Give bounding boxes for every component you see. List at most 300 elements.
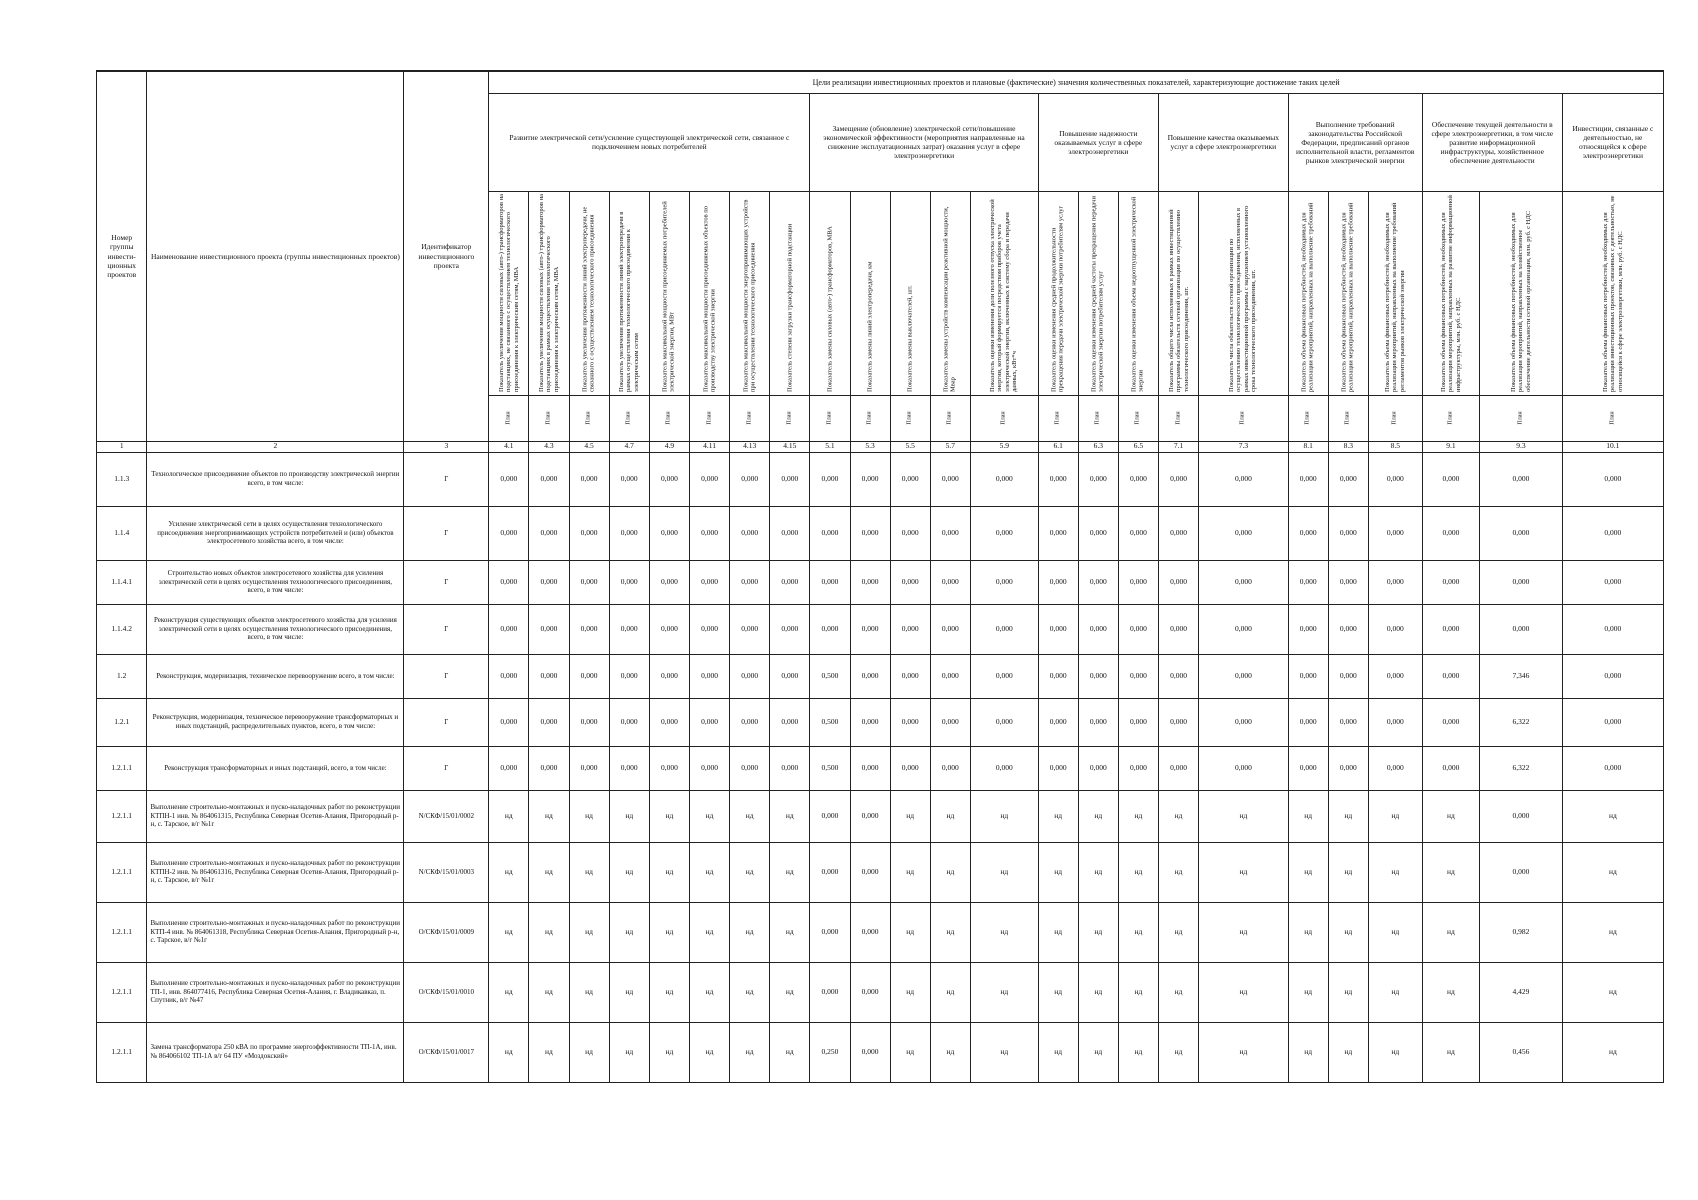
row-value: 0,000: [730, 746, 770, 790]
row-value: 0,000: [1159, 698, 1199, 746]
row-value: 0,000: [1288, 452, 1328, 506]
row-value: 0,000: [609, 698, 649, 746]
row-value: 0,000: [1562, 560, 1663, 604]
row-value: 0,982: [1480, 902, 1563, 962]
plan-label: План: [665, 411, 672, 425]
column-number: 7.1: [1159, 441, 1199, 452]
indicator-label: Показатель увеличения протяженности линий электропередачи, не связанного с осуществлением технологического присоединения: [581, 206, 597, 392]
row-value: нд: [1422, 902, 1479, 962]
row-value: 0,000: [1199, 560, 1288, 604]
plan-label-cell: [609, 395, 649, 441]
row-value: 0,000: [1159, 604, 1199, 654]
indicator-label: Показатель замены линий электропередачи, км: [866, 261, 874, 392]
row-value: 0,000: [649, 452, 689, 506]
indicator-label: Показатель общего числа исполненных в рамках инвестиционной программы обязательств сетевой организации по осуществлению технологического присоединения, шт.: [1167, 209, 1190, 392]
col-header-project-id: Идентификатор инвестиционного проекта: [404, 71, 489, 441]
row-value: нд: [569, 1022, 609, 1082]
plan-label: План: [1000, 411, 1007, 425]
row-value: нд: [569, 962, 609, 1022]
row-value: 0,000: [609, 604, 649, 654]
indicator-header-5: [649, 191, 689, 395]
row-value: 0,000: [850, 842, 890, 902]
plan-label-cell: [489, 395, 529, 441]
plan-label-cell: [770, 395, 810, 441]
row-value: 0,000: [1562, 654, 1663, 698]
indicator-header-16: [1118, 191, 1158, 395]
row-value: 0,000: [689, 560, 729, 604]
column-number: 9.3: [1480, 441, 1563, 452]
row-value: нд: [1562, 962, 1663, 1022]
row-value: 0,000: [489, 746, 529, 790]
indicator-header-23: [1480, 191, 1563, 395]
row-project-id: Г: [404, 452, 489, 506]
indicator-header-8: [770, 191, 810, 395]
row-value: 0,000: [1368, 560, 1422, 604]
row-value: нд: [689, 842, 729, 902]
row-value: нд: [1199, 790, 1288, 842]
row-value: 0,000: [649, 698, 689, 746]
row-value: нд: [1159, 962, 1199, 1022]
row-value: 0,000: [770, 654, 810, 698]
table-row: [97, 698, 1664, 746]
indicator-label: Показатель замены устройств компенсации реактивной мощности, Мвар: [942, 206, 958, 392]
row-value: нд: [1159, 790, 1199, 842]
row-value: 0,000: [970, 604, 1038, 654]
row-value: нд: [1368, 790, 1422, 842]
indicator-header-9: [810, 191, 850, 395]
row-value: нд: [689, 790, 729, 842]
row-project-name: Реконструкция, модернизация, техническое перевооружение трансформаторных и иных подстанций, распределительных пунктов, всего, в том числе:: [147, 698, 404, 746]
row-project-name: Замена трансформатора 250 кВА по программе энергоэффективности ТП-1А, инв. № 864066102 ТП-1А в/г 64 ПУ «Моздокский»: [147, 1022, 404, 1082]
row-number: 1.1.4.2: [97, 604, 147, 654]
row-value: 0,000: [930, 746, 970, 790]
row-number: 1.2: [97, 654, 147, 698]
row-value: 0,000: [609, 506, 649, 560]
row-value: 0,000: [569, 604, 609, 654]
row-value: 0,000: [1328, 746, 1368, 790]
indicator-header-24: [1562, 191, 1663, 395]
row-value: нд: [1422, 842, 1479, 902]
row-project-name: Технологическое присоединение объектов по производству электрической энергии всего, в том числе:: [147, 452, 404, 506]
column-number: 5.1: [810, 441, 850, 452]
indicator-label: Показатель объема финансовых потребностей, необходимых для реализации мероприятий, направленных на выполнение требований: [1340, 202, 1356, 392]
row-value: нд: [489, 962, 529, 1022]
plan-label: План: [1609, 411, 1616, 425]
row-value: 0,000: [890, 506, 930, 560]
row-value: нд: [569, 902, 609, 962]
row-value: 0,000: [649, 654, 689, 698]
row-value: 0,500: [810, 654, 850, 698]
row-value: 0,000: [1422, 604, 1479, 654]
table-row: [97, 452, 1664, 506]
row-value: 0,000: [970, 506, 1038, 560]
row-value: нд: [689, 962, 729, 1022]
row-value: нд: [1368, 962, 1422, 1022]
row-value: 7,346: [1480, 654, 1563, 698]
row-value: нд: [970, 1022, 1038, 1082]
row-value: 0,000: [1038, 604, 1078, 654]
row-project-name: Реконструкция существующих объектов электросетевого хозяйства для усиления электрической сети в целях осуществления технологического присоединения, всего, в том числе:: [147, 604, 404, 654]
row-value: 0,000: [489, 604, 529, 654]
row-value: 0,000: [1199, 452, 1288, 506]
row-project-id: O/СКФ/15/01/0010: [404, 962, 489, 1022]
row-number: 1.2.1.1: [97, 746, 147, 790]
plan-label-cell: [1159, 395, 1199, 441]
plan-label: План: [1054, 411, 1061, 425]
row-project-id: N/СКФ/15/01/0002: [404, 790, 489, 842]
row-value: 0,000: [1368, 746, 1422, 790]
row-value: 0,000: [1328, 452, 1368, 506]
row-value: 0,000: [970, 560, 1038, 604]
table-row: [97, 654, 1664, 698]
row-value: нд: [1078, 790, 1118, 842]
row-value: 0,000: [529, 452, 569, 506]
plan-label-cell: [970, 395, 1038, 441]
row-value: нд: [1328, 962, 1368, 1022]
row-project-name: Выполнение строительно-монтажных и пуско-наладочных работ по реконструкции КТПН-1 инв. № 864061315, Республика Северная Осетия-Алания, Пригородный р-н, с. Тарское, в/г №1г: [147, 790, 404, 842]
indicator-label: Показатель оценки изменения доли полезного отпуска электрической энергии, который формируется посредством приборов учета электрической энергии, включенных в систему сбора и передачи данных, кВт*ч: [989, 199, 1019, 392]
indicator-label: Показатель числа обязательств сетевой организации по осуществлению технологического присоединения, исполненных в рамках инвестиционной программы с нарушением установленного срока технологического присоединения, шт.: [1228, 205, 1258, 392]
table-row: [97, 604, 1664, 654]
row-value: нд: [1078, 962, 1118, 1022]
plan-label: План: [826, 411, 833, 425]
row-value: 0,000: [649, 560, 689, 604]
row-value: нд: [1562, 842, 1663, 902]
row-value: 0,000: [930, 506, 970, 560]
row-value: 0,000: [1368, 452, 1422, 506]
plan-label: План: [1391, 411, 1398, 425]
row-value: 0,000: [850, 654, 890, 698]
row-value: 0,000: [1078, 654, 1118, 698]
row-value: 0,000: [890, 604, 930, 654]
row-value: 0,000: [1078, 604, 1118, 654]
plan-label-cell: [730, 395, 770, 441]
row-value: нд: [890, 790, 930, 842]
row-value: нд: [1199, 962, 1288, 1022]
table-row: [97, 962, 1664, 1022]
indicator-header-19: [1288, 191, 1328, 395]
row-value: 0,000: [1422, 654, 1479, 698]
row-value: нд: [1078, 842, 1118, 902]
row-value: 0,000: [770, 746, 810, 790]
row-project-name: Реконструкция трансформаторных и иных подстанций, всего, в том числе:: [147, 746, 404, 790]
row-value: нд: [930, 902, 970, 962]
row-value: нд: [569, 790, 609, 842]
row-value: 0,000: [529, 746, 569, 790]
row-value: 0,000: [1078, 506, 1118, 560]
row-value: нд: [890, 902, 930, 962]
row-value: нд: [1199, 902, 1288, 962]
row-value: 0,000: [850, 746, 890, 790]
row-value: 0,000: [1118, 654, 1158, 698]
indicator-label: Показатель оценки изменения средней частоты прекращения передачи электрической энергии потребителям услуг: [1090, 196, 1106, 392]
row-value: нд: [1288, 902, 1328, 962]
row-value: 0,456: [1480, 1022, 1563, 1082]
row-number: 1.2.1.1: [97, 902, 147, 962]
row-value: 0,000: [810, 452, 850, 506]
row-value: 0,250: [810, 1022, 850, 1082]
plan-label: План: [545, 411, 552, 425]
row-value: нд: [1118, 842, 1158, 902]
row-value: 0,000: [850, 604, 890, 654]
row-value: нд: [890, 1022, 930, 1082]
row-project-name: Реконструкция, модернизация, техническое перевооружение всего, в том числе:: [147, 654, 404, 698]
row-value: 0,000: [1118, 698, 1158, 746]
plan-label: План: [505, 411, 512, 425]
row-value: 0,000: [649, 746, 689, 790]
row-value: 0,000: [810, 506, 850, 560]
row-value: 0,000: [489, 654, 529, 698]
row-value: 0,000: [609, 560, 649, 604]
indicator-label: Показатель замены выключателей, шт.: [906, 285, 914, 392]
group-header-5: Выполнение требований законодательства Российской Федерации, предписаний органов исполнительной власти, регламентов рынков электрической энергии: [1288, 93, 1422, 191]
column-number: 8.3: [1328, 441, 1368, 452]
row-value: 0,000: [1480, 452, 1563, 506]
row-number: 1.1.4: [97, 506, 147, 560]
indicator-label: Показатель оценки изменения объема недоотпущенной электрической энергии: [1130, 196, 1146, 392]
row-value: 0,000: [1368, 654, 1422, 698]
row-value: 0,000: [890, 560, 930, 604]
row-value: 0,000: [1078, 746, 1118, 790]
row-value: 0,000: [930, 654, 970, 698]
row-value: нд: [730, 842, 770, 902]
row-value: 0,000: [1038, 746, 1078, 790]
row-value: 0,000: [1199, 604, 1288, 654]
row-value: 0,000: [930, 452, 970, 506]
row-value: 0,000: [730, 654, 770, 698]
row-value: нд: [770, 962, 810, 1022]
row-value: 0,000: [1422, 452, 1479, 506]
row-value: 0,000: [609, 654, 649, 698]
row-value: нд: [1118, 1022, 1158, 1082]
row-project-id: Г: [404, 746, 489, 790]
indicator-label: Показатель увеличения мощности силовых (авто-) трансформаторов на подстанциях в рамках осуществления технологического присоединения к электрическим сетям, МВА: [537, 194, 560, 392]
indicator-header-18: [1199, 191, 1288, 395]
row-value: 0,000: [689, 604, 729, 654]
row-value: 0,000: [1078, 452, 1118, 506]
column-number: 5.5: [890, 441, 930, 452]
row-value: 0,000: [1422, 746, 1479, 790]
row-value: 0,000: [850, 698, 890, 746]
column-number: 1: [97, 441, 147, 452]
row-value: 0,000: [1159, 746, 1199, 790]
row-value: 0,000: [1368, 604, 1422, 654]
row-value: 0,000: [1562, 698, 1663, 746]
indicator-header-17: [1159, 191, 1199, 395]
row-value: нд: [609, 1022, 649, 1082]
row-value: 4,429: [1480, 962, 1563, 1022]
column-number: 2: [147, 441, 404, 452]
group-header-2: Замещение (обновление) электрической сети/повышение экономической эффективности (мероприятия направленные на снижение эксплуатационных затрат) оказания услуг в сфере электроэнергетики: [810, 93, 1038, 191]
row-value: нд: [970, 790, 1038, 842]
row-value: нд: [1328, 842, 1368, 902]
row-value: 0,000: [770, 698, 810, 746]
row-value: 0,000: [970, 452, 1038, 506]
indicator-header-13: [970, 191, 1038, 395]
row-value: 0,000: [569, 560, 609, 604]
plan-label-cell: [1199, 395, 1288, 441]
main-caption: Цели реализации инвестиционных проектов и плановые (фактические) значения количественных показателей, характеризующие достижение таких целей: [489, 71, 1664, 93]
row-value: 0,000: [489, 560, 529, 604]
row-value: нд: [649, 790, 689, 842]
row-value: нд: [1118, 962, 1158, 1022]
row-value: нд: [730, 790, 770, 842]
indicator-label: Показатель замены силовых (авто-) трансформаторов, МВА: [826, 226, 834, 392]
row-value: нд: [1078, 902, 1118, 962]
row-value: 0,000: [810, 560, 850, 604]
row-value: 0,000: [1480, 842, 1563, 902]
row-value: нд: [1199, 1022, 1288, 1082]
indicator-header-14: [1038, 191, 1078, 395]
plan-label-cell: [1118, 395, 1158, 441]
row-value: 0,000: [1159, 452, 1199, 506]
group-header-6: Обеспечение текущей деятельности в сфере электроэнергетики, в том числе развитие информационной инфраструктуры, хозяйственное обеспечение деятельности: [1422, 93, 1562, 191]
plan-label-cell: [1288, 395, 1328, 441]
row-value: 0,000: [770, 506, 810, 560]
row-value: 0,000: [1562, 452, 1663, 506]
row-value: 0,000: [890, 698, 930, 746]
row-number: 1.2.1.1: [97, 962, 147, 1022]
row-value: 0,000: [1038, 654, 1078, 698]
row-value: 0,000: [1368, 506, 1422, 560]
indicator-label: Показатель объема финансовых потребностей, необходимых для реализации мероприятий, направленных на выполнение требований: [1300, 202, 1316, 392]
row-value: нд: [1159, 842, 1199, 902]
row-value: нд: [1118, 790, 1158, 842]
row-value: 0,000: [1288, 506, 1328, 560]
row-value: нд: [1562, 1022, 1663, 1082]
row-value: 6,322: [1480, 698, 1563, 746]
row-value: 0,000: [1288, 560, 1328, 604]
column-number: 8.1: [1288, 441, 1328, 452]
row-value: нд: [529, 902, 569, 962]
row-value: нд: [730, 1022, 770, 1082]
plan-label: План: [1517, 411, 1524, 425]
plan-label-cell: [850, 395, 890, 441]
group-header-7: Инвестиции, связанные с деятельностью, не относящейся к сфере электроэнергетики: [1562, 93, 1663, 191]
row-value: 0,000: [1562, 506, 1663, 560]
row-project-name: Выполнение строительно-монтажных и пуско-наладочных работ по реконструкции КТП-4 инв. № 864061318, Республика Северная Осетия-Алания, Пригородный р-н, с. Тарское, в/г №1г: [147, 902, 404, 962]
row-value: 0,000: [1078, 560, 1118, 604]
plan-label: План: [1094, 411, 1101, 425]
row-value: 0,000: [529, 506, 569, 560]
plan-label-cell: [689, 395, 729, 441]
row-value: 0,000: [1078, 698, 1118, 746]
row-value: нд: [1422, 962, 1479, 1022]
row-project-name: Выполнение строительно-монтажных и пуско-наладочных работ по реконструкции КТПН-2 инв. № 864061316, Республика Северная Осетия-Алания, Пригородный р-н, с. Тарское, в/г №1г: [147, 842, 404, 902]
row-value: нд: [970, 842, 1038, 902]
row-number: 1.2.1.1: [97, 842, 147, 902]
row-value: 0,000: [689, 746, 729, 790]
row-value: нд: [1288, 1022, 1328, 1082]
row-value: 0,000: [1199, 746, 1288, 790]
row-value: нд: [930, 962, 970, 1022]
row-value: 0,000: [850, 506, 890, 560]
plan-label-cell: [649, 395, 689, 441]
plan-label: План: [786, 411, 793, 425]
row-project-id: N/СКФ/15/01/0003: [404, 842, 489, 902]
indicator-header-7: [730, 191, 770, 395]
row-value: нд: [1078, 1022, 1118, 1082]
row-value: 0,000: [970, 698, 1038, 746]
row-value: нд: [529, 1022, 569, 1082]
row-value: 6,322: [1480, 746, 1563, 790]
row-value: 0,000: [810, 902, 850, 962]
plan-label-cell: [529, 395, 569, 441]
indicator-label: Показатель максимальной мощности энергопринимающих устройств при осуществлении технологического присоединения: [742, 199, 757, 392]
row-project-id: Г: [404, 698, 489, 746]
row-value: нд: [649, 1022, 689, 1082]
indicator-header-11: [890, 191, 930, 395]
column-number: 4.15: [770, 441, 810, 452]
row-value: 0,000: [529, 698, 569, 746]
row-number: 1.2.1.1: [97, 790, 147, 842]
plan-label: План: [746, 411, 753, 425]
row-value: нд: [529, 790, 569, 842]
row-value: 0,000: [1038, 452, 1078, 506]
plan-label-cell: [1328, 395, 1368, 441]
plan-label: План: [1344, 411, 1351, 425]
row-value: 0,000: [529, 560, 569, 604]
table-row: [97, 842, 1664, 902]
row-project-id: Г: [404, 506, 489, 560]
plan-label-cell: [930, 395, 970, 441]
row-value: нд: [1199, 842, 1288, 902]
indicator-header-12: [930, 191, 970, 395]
row-value: нд: [489, 790, 529, 842]
row-value: нд: [770, 790, 810, 842]
table-header: [97, 71, 1664, 452]
row-value: 0,000: [529, 604, 569, 654]
row-value: нд: [1368, 1022, 1422, 1082]
column-number: 7.3: [1199, 441, 1288, 452]
plan-label-cell: [810, 395, 850, 441]
row-value: 0,000: [569, 452, 609, 506]
row-value: 0,000: [850, 452, 890, 506]
indicator-label: Показатель объема финансовых потребностей, необходимых для реализации мероприятий, направленных на развитие информационной инфраструктуры, млн. руб. с НДС: [1439, 195, 1462, 392]
plan-label-cell: [569, 395, 609, 441]
column-number: 4.13: [730, 441, 770, 452]
row-value: 0,000: [730, 604, 770, 654]
indicator-header-21: [1368, 191, 1422, 395]
row-value: нд: [1422, 1022, 1479, 1082]
indicator-label: Показатель максимальной мощности присоединяемых потребителей электрической энергии, МВт: [661, 201, 677, 392]
row-value: нд: [1288, 842, 1328, 902]
row-value: нд: [489, 842, 529, 902]
indicator-label: Показатель объема финансовых потребностей, необходимых для реализации мероприятий, направленных на выполнение требований регламентов рынков электрической энергии: [1384, 202, 1407, 392]
column-number: 6.5: [1118, 441, 1158, 452]
indicator-header-15: [1078, 191, 1118, 395]
row-value: 0,000: [1480, 560, 1563, 604]
row-value: 0,000: [1038, 698, 1078, 746]
plan-label-cell: [1078, 395, 1118, 441]
row-value: 0,000: [970, 746, 1038, 790]
row-value: 0,000: [890, 654, 930, 698]
column-number: 4.1: [489, 441, 529, 452]
row-value: нд: [1562, 790, 1663, 842]
row-value: 0,500: [810, 698, 850, 746]
row-value: нд: [1288, 962, 1328, 1022]
row-value: 0,000: [1328, 698, 1368, 746]
plan-label: План: [1304, 411, 1311, 425]
row-value: 0,000: [1328, 604, 1368, 654]
indicator-label: Показатель максимальной мощности присоединяемых объектов по производству электрической энергии: [702, 205, 717, 392]
row-value: нд: [770, 842, 810, 902]
row-value: 0,000: [1118, 604, 1158, 654]
row-value: 0,000: [569, 506, 609, 560]
row-value: 0,000: [930, 560, 970, 604]
column-number: 5.7: [930, 441, 970, 452]
row-value: нд: [730, 902, 770, 962]
